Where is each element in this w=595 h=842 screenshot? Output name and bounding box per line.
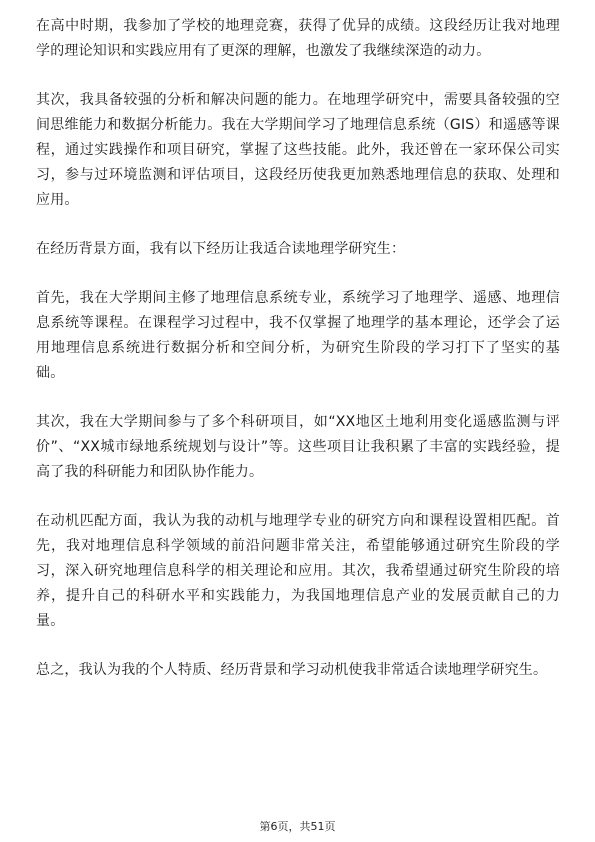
paragraph-motivation: 在动机匹配方面，我认为我的动机与地理学专业的研究方向和课程设置相匹配。首先，我对地理信息科学领域的前沿问题非常关注，希望能够通过研究生阶段的学习，深入研究地理信息科学的相关理论和应用。其次，我希望通过研究生阶段的培养，提升自己的科研水平和实践能力，为我国地理信息产业的发展贡献自己的力量。 <box>36 513 560 629</box>
document-body <box>36 14 560 683</box>
paragraph-background-intro: 在经历背景方面，我有以下经历让我适合读地理学研究生： <box>36 241 406 257</box>
page-number: 第6页，共51页 <box>259 820 336 833</box>
paragraph-research-projects: 其次，我在大学期间参与了多个科研项目，如“XX地区土地利用变化遥感监测与评价”、“XX城市绿地系统规划与设计”等。这些项目让我积累了丰富的实践经验，提高了我的科研能力和团队协作能力。 <box>36 414 560 480</box>
paragraph-major-study: 首先，我在大学期间主修了地理信息系统专业，系统学习了地理学、遥感、地理信息系统等课程。在课程学习过程中，我不仅掌握了地理学的基本理论，还学会了运用地理信息系统进行数据分析和空间分析，为研究生阶段的学习打下了坚实的基础。 <box>36 290 560 381</box>
paragraph-conclusion: 总之，我认为我的个人特质、经历背景和学习动机使我非常适合读地理学研究生。 <box>36 662 548 678</box>
paragraph-competition: 在高中时期，我参加了学校的地理竞赛，获得了优异的成绩。这段经历让我对地理学的理论知识和实践应用有了更深的理解，也激发了我继续深造的动力。 <box>36 18 560 59</box>
paragraph-analysis-skills: 其次，我具备较强的分析和解决问题的能力。在地理学研究中，需要具备较强的空间思维能力和数据分析能力。我在大学期间学习了地理信息系统（GIS）和遥感等课程，通过实践操作和项目研究，掌握了这些技能。此外，我还曾在一家环保公司实习，参与过环境监测和评估项目，这段经历使我更加熟悉地理信息的获取、处理和应用。 <box>36 92 560 208</box>
